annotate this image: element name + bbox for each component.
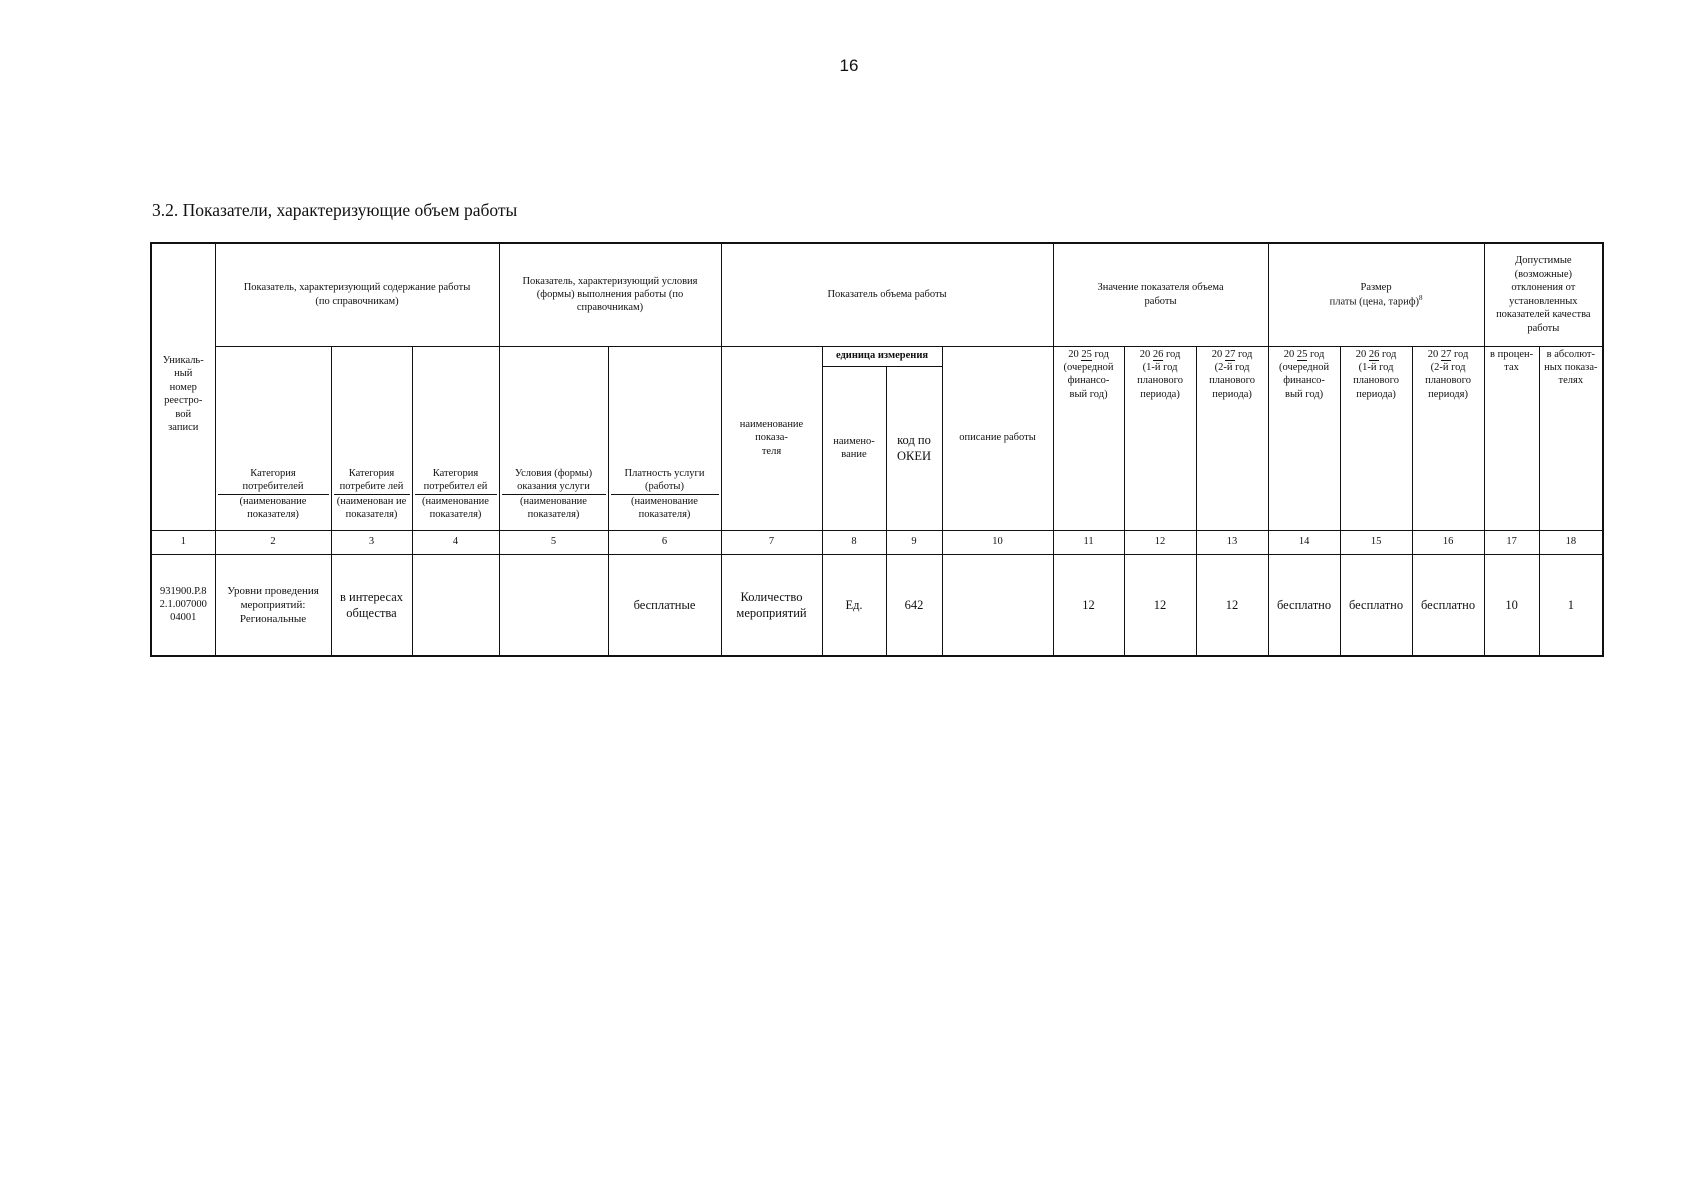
header-c3-bottom: (наименован ие показателя) [336, 495, 407, 521]
cell-c8: Ед. [822, 554, 886, 656]
cell-c12: 12 [1124, 554, 1196, 656]
cell-c18: 1 [1539, 554, 1603, 656]
cell-c2: Уровни проведения мероприятий: Региональные [215, 554, 331, 656]
year-prefix: 20 [1355, 348, 1367, 360]
header-c5 [499, 346, 608, 530]
header-c15 [1340, 346, 1412, 530]
header-c5-bottom: (наименование показателя) [520, 495, 587, 521]
section-title: 3.2. Показатели, характеризующие объем работы [152, 200, 518, 220]
header-c16 [1412, 346, 1484, 530]
header-c18: в абсолют- ных показа- телях [1539, 346, 1603, 530]
column-number: 11 [1053, 530, 1124, 554]
column-number: 5 [499, 530, 608, 554]
table-row [151, 554, 1603, 656]
column-number-row [151, 530, 1603, 554]
header-c6 [608, 346, 721, 530]
cell-c14: бесплатно [1268, 554, 1340, 656]
header-c3 [331, 346, 412, 530]
header-c14 [1268, 346, 1340, 530]
year-prefix: 20 [1283, 348, 1295, 360]
fee-group-label: Размер платы (цена, тариф) [1329, 281, 1419, 308]
column-number: 6 [608, 530, 721, 554]
period-label: (очередной финансо- вый год) [1279, 361, 1330, 400]
column-number: 15 [1340, 530, 1412, 554]
header-c12 [1124, 346, 1196, 530]
header-row-groups [151, 243, 1603, 346]
header-value-group: Значение показателя объема работы [1053, 243, 1268, 346]
header-c13 [1196, 346, 1268, 530]
fee-group-note: 8 [1419, 294, 1423, 302]
page-number: 16 [839, 56, 859, 75]
header-c2-bottom: (наименование показателя) [239, 495, 307, 521]
year-suffix: год [1166, 348, 1181, 360]
column-number: 12 [1124, 530, 1196, 554]
year-value: 27 [1224, 348, 1236, 360]
year-prefix: 20 [1211, 348, 1223, 360]
header-c9: код по ОКЕИ [886, 366, 942, 530]
year-value: 25 [1296, 348, 1308, 360]
column-number: 9 [886, 530, 942, 554]
header-c4-top: Категория потребител ей [415, 467, 497, 495]
year-suffix: год [1238, 348, 1253, 360]
header-deviation-group: Допустимые (возможные) отклонения от установленных показателей качества работы [1484, 243, 1603, 346]
period-label: (2-й год планового периодя) [1425, 361, 1471, 400]
cell-c11: 12 [1053, 554, 1124, 656]
header-c11 [1053, 346, 1124, 530]
column-number: 4 [412, 530, 499, 554]
column-number: 14 [1268, 530, 1340, 554]
header-c4 [412, 346, 499, 530]
header-c8: наимено- вание [822, 366, 886, 530]
header-c7: наименование показа- теля [721, 346, 822, 530]
header-volume-group: Показатель объема работы [721, 243, 1053, 346]
period-label: (1-й год планового периода) [1137, 361, 1183, 400]
header-c3-top: Категория потребите лей [334, 467, 410, 495]
cell-c7: Количество мероприятий [721, 554, 822, 656]
year-suffix: год [1094, 348, 1109, 360]
year-value: 27 [1440, 348, 1452, 360]
cell-registry: 931900.Р.8 2.1.007000 04001 [151, 554, 215, 656]
year-prefix: 20 [1068, 348, 1079, 360]
header-c10: описание работы [942, 346, 1053, 530]
cell-c13: 12 [1196, 554, 1268, 656]
period-label: (1-й год планового периода) [1353, 361, 1399, 400]
column-number: 7 [721, 530, 822, 554]
year-value: 26 [1152, 348, 1164, 360]
column-number: 3 [331, 530, 412, 554]
column-number: 16 [1412, 530, 1484, 554]
cell-c4 [412, 554, 499, 656]
header-c2-top: Категория потребителей [218, 467, 329, 495]
column-number: 10 [942, 530, 1053, 554]
header-c4-bottom: (наименование показателя) [422, 495, 489, 521]
header-row-sub [151, 346, 1603, 366]
year-suffix: год [1382, 348, 1397, 360]
cell-c3: в интересах общества [331, 554, 412, 656]
cell-c15: бесплатно [1340, 554, 1412, 656]
period-label: (очередной финансо- вый год) [1063, 361, 1114, 400]
year-suffix: год [1454, 348, 1469, 360]
year-value: 25 [1081, 348, 1092, 360]
header-c17: в процен- тах [1484, 346, 1539, 530]
header-c5-top: Условия (формы) оказания услуги [502, 467, 606, 495]
header-conditions-group: Показатель, характеризующий условия (формы) выполнения работы (по справочникам) [499, 243, 721, 346]
column-number: 18 [1539, 530, 1603, 554]
column-number: 17 [1484, 530, 1539, 554]
column-number: 1 [151, 530, 215, 554]
cell-c9: 642 [886, 554, 942, 656]
year-suffix: год [1310, 348, 1325, 360]
header-content-group: Показатель, характеризующий содержание работы (по справочникам) [215, 243, 499, 346]
column-number: 13 [1196, 530, 1268, 554]
cell-c5 [499, 554, 608, 656]
cell-c17: 10 [1484, 554, 1539, 656]
column-number: 2 [215, 530, 331, 554]
cell-c6: бесплатные [608, 554, 721, 656]
column-number: 8 [822, 530, 886, 554]
header-c6-top: Платность услуги (работы) [611, 467, 719, 495]
cell-c10 [942, 554, 1053, 656]
year-prefix: 20 [1427, 348, 1439, 360]
header-c6-bottom: (наименование показателя) [631, 495, 698, 521]
work-volume-table [150, 242, 1604, 657]
header-unique-number: Уникаль- ный номер реестро- вой записи [151, 243, 215, 530]
cell-c16: бесплатно [1412, 554, 1484, 656]
period-label: (2-й год планового периода) [1209, 361, 1255, 400]
year-value: 26 [1368, 348, 1380, 360]
header-c2 [215, 346, 331, 530]
header-fee-group [1268, 243, 1484, 346]
year-prefix: 20 [1139, 348, 1151, 360]
header-unit-group: единица измерения [822, 346, 942, 366]
